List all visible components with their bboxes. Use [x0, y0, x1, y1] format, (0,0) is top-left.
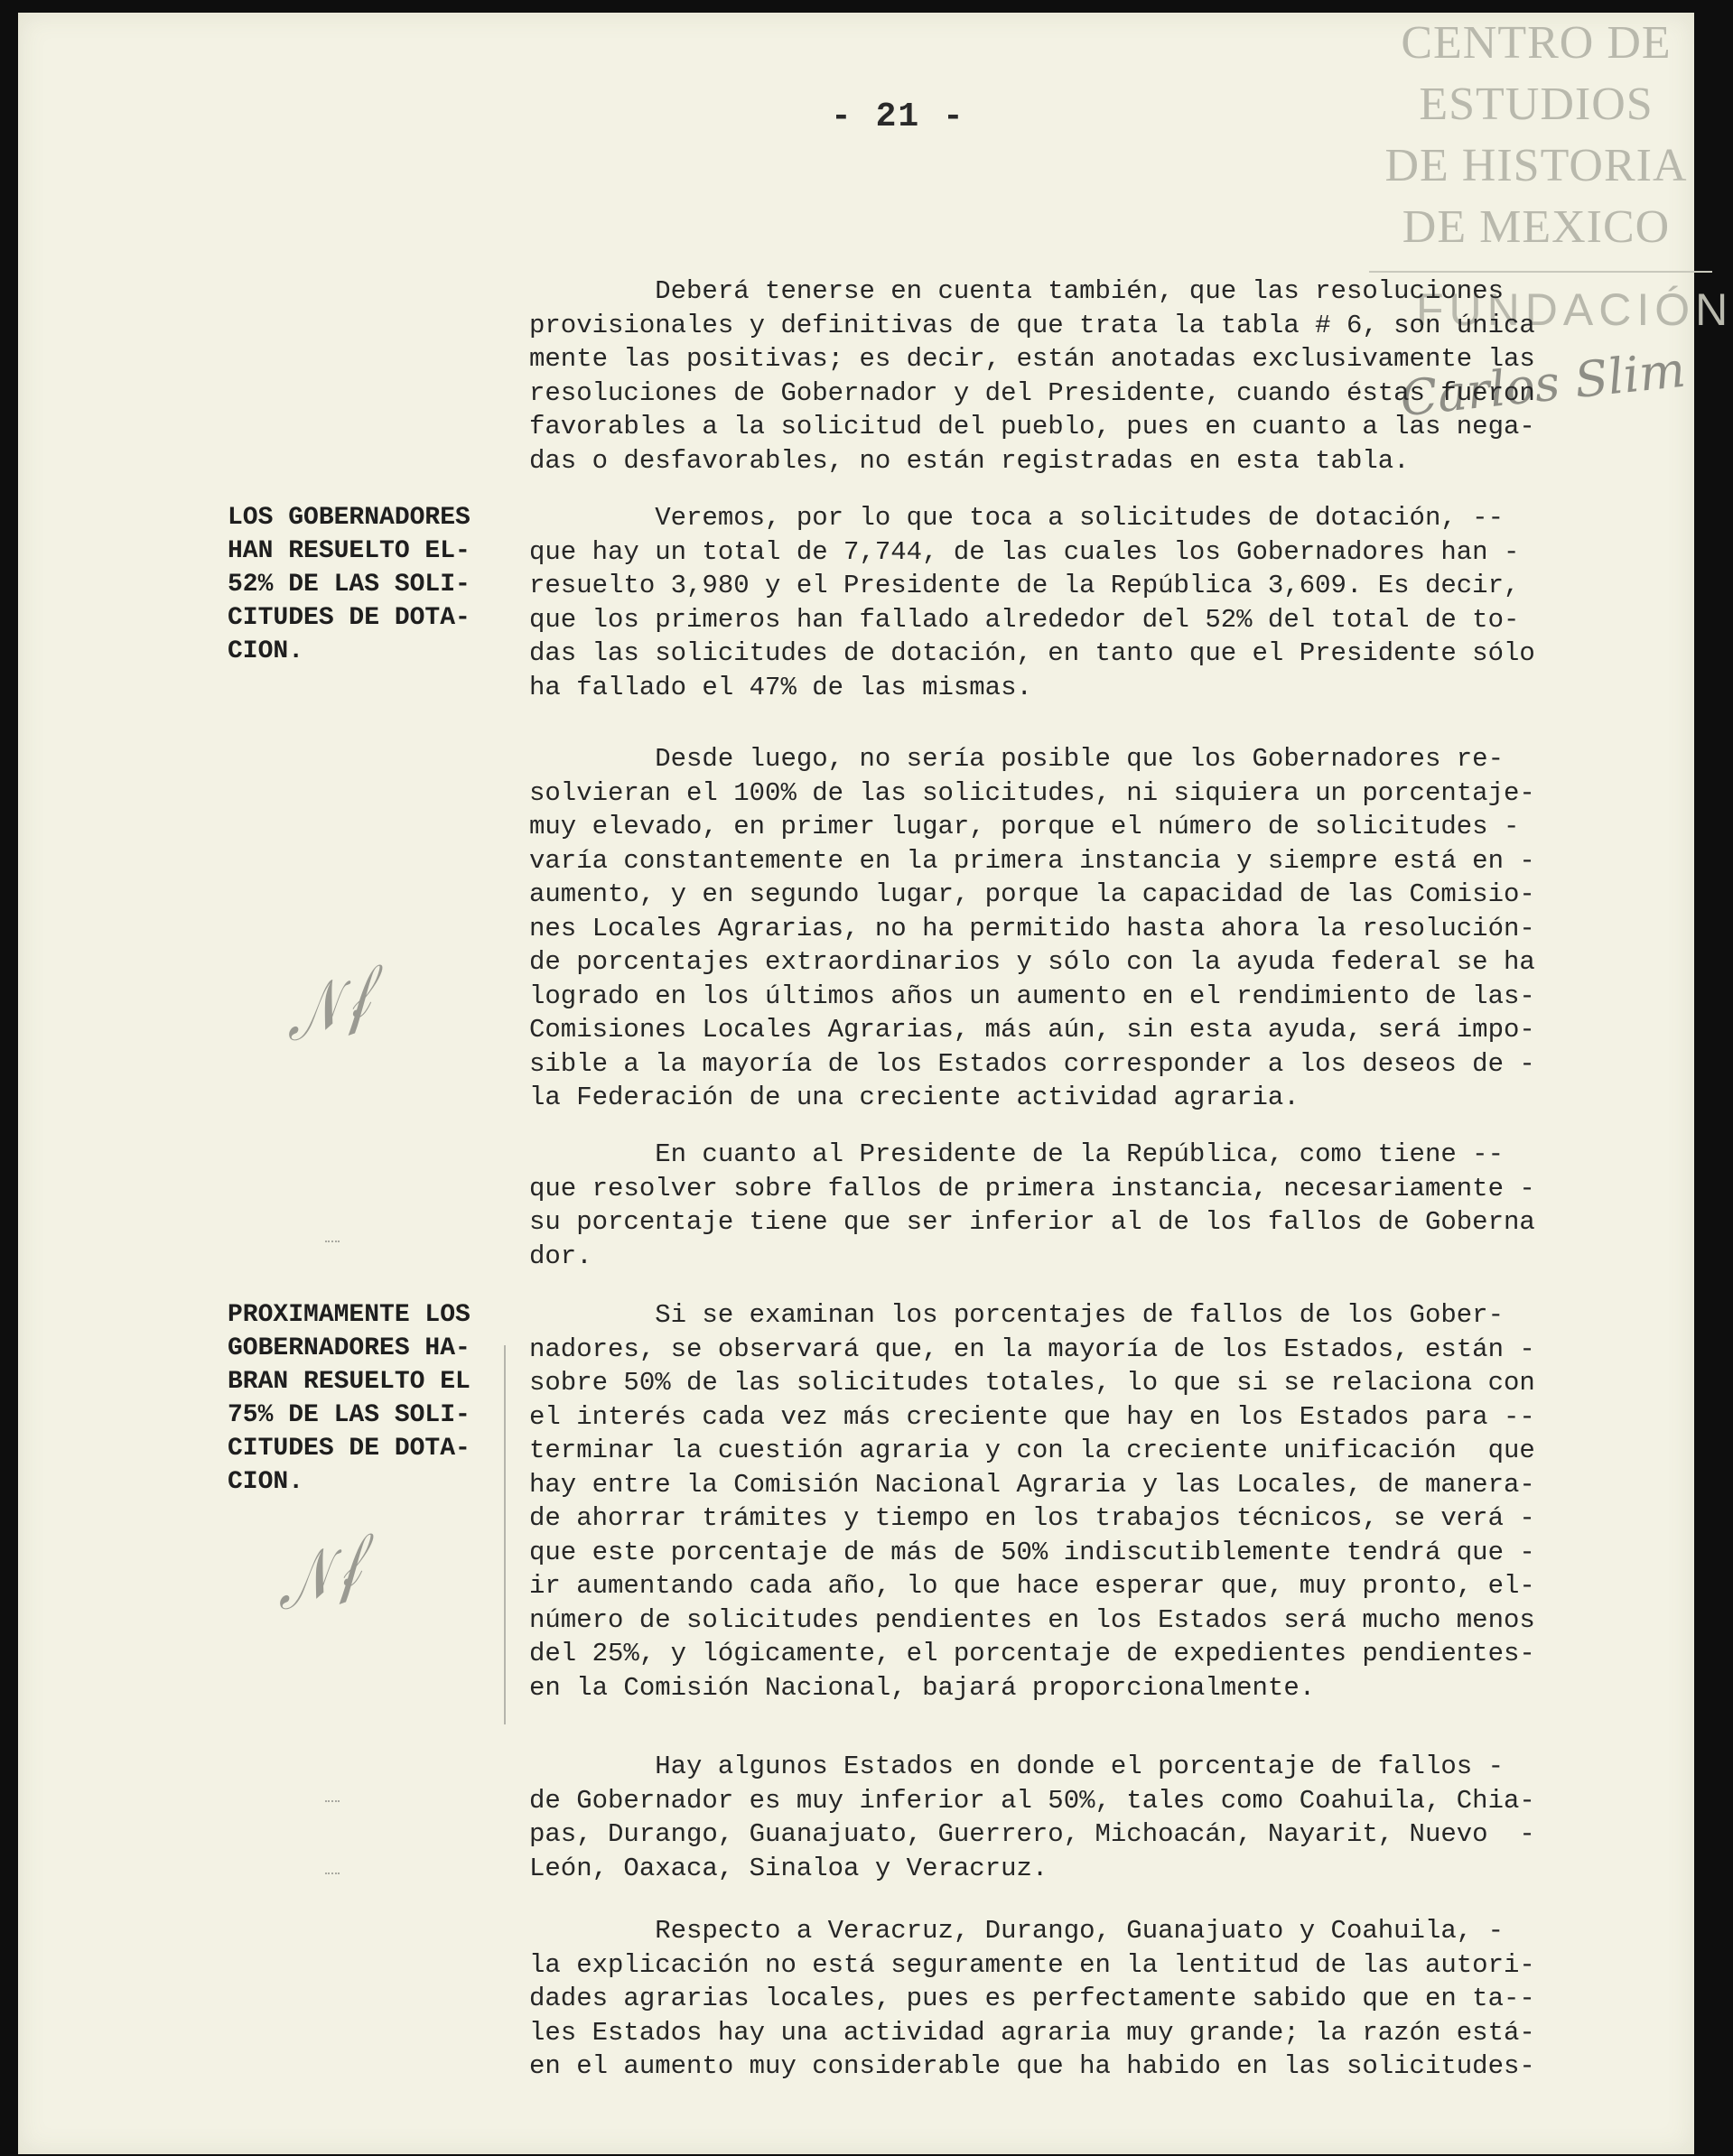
text-line: que hay un total de 7,744, de las cuales los Gobernadores han -: [529, 536, 1520, 567]
text-line: el interés cada vez más creciente que hay en los Estados para --: [529, 1401, 1535, 1432]
text-line: pas, Durango, Guanajuato, Guerrero, Michoacán, Nayarit, Nuevo -: [529, 1819, 1535, 1849]
text-line: Desde luego, no sería posible que los Gobernadores re-: [529, 744, 1504, 774]
text-line: Si se examinan los porcentajes de fallos de los Gober-: [529, 1300, 1504, 1330]
document-page: [18, 13, 1733, 2154]
text-line: dor.: [529, 1241, 592, 1271]
text-line: la explicación no está seguramente en la lentitud de las autori-: [529, 1949, 1535, 1980]
text-line: provisionales y definitivas de que trata la tabla # 6, son única: [529, 310, 1535, 340]
text-line: Hay algunos Estados en donde el porcentaje de fallos -: [529, 1752, 1504, 1781]
text-line: que los primeros han fallado alrededor del 52% del total de to-: [529, 604, 1520, 635]
pencil-dash: [325, 1800, 340, 1802]
text-line: su porcentaje tiene que ser inferior al de los fallos de Goberna: [529, 1207, 1535, 1237]
text-line: solvieran el 100% de las solicitudes, ni siquiera un porcentaje-: [529, 777, 1535, 808]
margin-note-line: CION.: [228, 637, 304, 665]
text-line: logrado en los últimos años un aumento en el rendimiento de las-: [529, 980, 1535, 1011]
text-line: les Estados hay una actividad agraria muy grande; la razón está-: [529, 2017, 1535, 2048]
margin-note-line: BRAN RESUELTO EL: [228, 1368, 471, 1396]
text-line: ha fallado el 47% de las mismas.: [529, 672, 1032, 702]
text-line: hay entre la Comisión Nacional Agraria y las Locales, de manera-: [529, 1469, 1535, 1500]
margin-note-line: LOS GOBERNADORES: [228, 504, 471, 532]
archive-stamp: [1360, 13, 1712, 271]
text-line: de Gobernador es muy inferior al 50%, tales como Coahuila, Chia-: [529, 1785, 1535, 1816]
pencil-mark-icon: 𝒩𝒻: [269, 956, 379, 1057]
stamp-line: DE HISTORIA: [1384, 140, 1688, 191]
text-line: número de solicitudes pendientes en los Estados será mucho menos: [529, 1604, 1535, 1635]
text-line: dades agrarias locales, pues es perfectamente sabido que en ta--: [529, 1984, 1535, 2013]
text-line: aumento, y en segundo lugar, porque la capacidad de las Comisio-: [529, 879, 1535, 909]
pencil-dash: [325, 1241, 340, 1242]
margin-note-line: PROXIMAMENTE LOS: [228, 1301, 471, 1329]
text-line: favorables a la solicitud del pueblo, pues en cuanto a las nega-: [529, 412, 1535, 441]
text-line: Respecto a Veracruz, Durango, Guanajuato y Coahuila, -: [529, 1916, 1504, 1946]
text-line: resoluciones de Gobernador y del Presidente, cuando éstas fueron: [529, 377, 1535, 408]
text-line: de porcentajes extraordinarios y sólo con la ayuda federal se ha: [529, 947, 1535, 977]
margin-note-line: CITUDES DE DOTA-: [228, 1435, 471, 1463]
text-line: sobre 50% de las solicitudes totales, lo que si se relaciona con: [529, 1368, 1535, 1398]
paragraph-4: [529, 1138, 1622, 1273]
text-line: sible a la mayoría de los Estados corresponder a los deseos de -: [529, 1048, 1535, 1079]
text-line: varía constantemente en la primera instancia y siempre está en -: [529, 845, 1535, 876]
paragraph-7: [529, 1914, 1622, 2084]
text-line: Veremos, por lo que toca a solicitudes de dotación, --: [529, 503, 1504, 533]
text-line: nadores, se observará que, en la mayoría de los Estados, están -: [529, 1334, 1535, 1364]
text-line: la Federación de una creciente actividad agraria.: [529, 1083, 1300, 1112]
margin-note-line: CION.: [228, 1468, 304, 1496]
fundacion-watermark: FUNDACIÓN: [1416, 284, 1733, 335]
text-line: en la Comisión Nacional, bajará proporcionalmente.: [529, 1672, 1316, 1703]
text-line: en el aumento muy considerable que ha habido en las solicitudes-: [529, 2051, 1535, 2081]
pencil-mark-icon: 𝒩𝒻: [260, 1525, 370, 1626]
margin-note-2: [228, 1298, 526, 1499]
paragraph-5: [529, 1298, 1622, 1705]
stamp-line: CENTRO DE: [1401, 17, 1672, 69]
page-number: - 21 -: [831, 98, 965, 136]
pencil-dash: [325, 1873, 340, 1874]
margin-note-line: CITUDES DE DOTA-: [228, 604, 471, 632]
margin-note-line: 52% DE LAS SOLI-: [228, 571, 471, 599]
margin-pencil-line: [504, 1345, 506, 1724]
text-line: del 25%, y lógicamente, el porcentaje de expedientes pendientes-: [529, 1639, 1535, 1668]
text-line: das las solicitudes de dotación, en tanto que el Presidente sólo: [529, 638, 1535, 668]
stamp-line: DE MEXICO: [1402, 201, 1671, 253]
paragraph-3: [529, 742, 1622, 1115]
paragraph-6: [529, 1750, 1622, 1885]
text-line: mente las positivas; es decir, están anotadas exclusivamente las: [529, 344, 1535, 374]
margin-note-line: 75% DE LAS SOLI-: [228, 1401, 471, 1429]
text-line: resuelto 3,980 y el Presidente de la República 3,609. Es decir,: [529, 571, 1520, 600]
text-line: terminar la cuestión agraria y con la creciente unificación que: [529, 1436, 1535, 1465]
text-line: ir aumentando cada año, lo que hace esperar que, muy pronto, el-: [529, 1571, 1535, 1601]
text-line: Comisiones Locales Agrarias, más aún, sin esta ayuda, será impo-: [529, 1015, 1535, 1045]
text-line: que este porcentaje de más de 50% indiscutiblemente tendrá que -: [529, 1537, 1535, 1567]
margin-note-line: HAN RESUELTO EL-: [228, 537, 471, 565]
margin-note-line: GOBERNADORES HA-: [228, 1334, 471, 1362]
signature-watermark: Carlos Slim: [1397, 340, 1689, 428]
paragraph-2: [529, 501, 1622, 704]
text-line: de ahorrar trámites y tiempo en los trabajos técnicos, se verá -: [529, 1503, 1535, 1533]
text-line: Deberá tenerse en cuenta también, que las resoluciones: [529, 276, 1504, 306]
text-line: León, Oaxaca, Sinaloa y Veracruz.: [529, 1853, 1048, 1883]
stamp-divider: [1369, 271, 1712, 273]
text-line: nes Locales Agrarias, no ha permitido hasta ahora la resolución-: [529, 913, 1535, 943]
text-line: que resolver sobre fallos de primera instancia, necesariamente -: [529, 1173, 1535, 1203]
margin-note-1: [228, 501, 526, 668]
text-line: En cuanto al Presidente de la República, como tiene --: [529, 1139, 1504, 1169]
text-line: muy elevado, en primer lugar, porque el número de solicitudes -: [529, 812, 1520, 841]
paragraph-1: [529, 274, 1622, 478]
text-line: das o desfavorables, no están registradas en esta tabla.: [529, 445, 1410, 476]
stamp-line: ESTUDIOS: [1419, 79, 1654, 130]
